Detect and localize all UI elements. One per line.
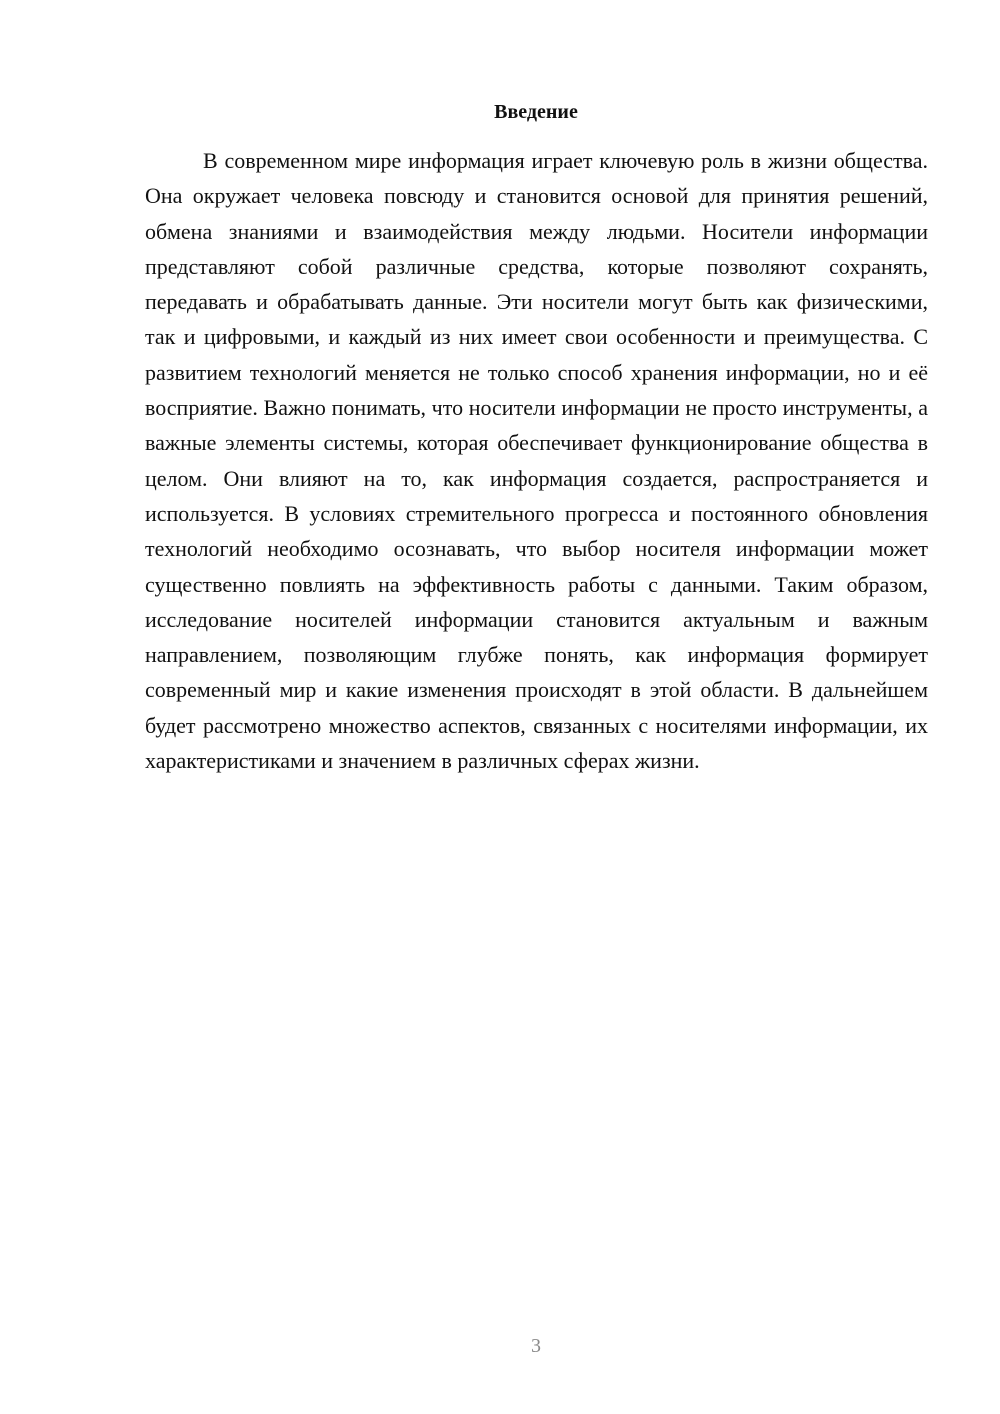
section-heading: Введение bbox=[494, 101, 578, 123]
page-number: 3 bbox=[531, 1335, 541, 1357]
body-paragraph: В современном мире информация играет ключевую роль в жизни общества. Она окружает человека повсюду и становится основой для принятия решений, обмена знаниями и взаимодействия между людьми. Носители информации представляют собой различные средства, которые позволяют сохранять, передавать и обрабатывать данные. Эти носители могут быть как физическими, так и цифровыми, и каждый из них имеет свои особенности и преимущества. С развитием технологий меняется не только способ хранения информации, но и её восприятие. Важно понимать, что носители информации не просто инструменты, а важные элементы системы, которая обеспечивает функционирование общества в целом. Они влияют на то, как информация создается, распространяется и используется. В условиях стремительного прогресса и постоянного обновления технологий необходимо осознавать, что выбор носителя информации может существенно повлиять на эффективность работы с данными. Таким образом, исследование носителей информации становится актуальным и важным направлением, позволяющим глубже понять, как информация формирует современный мир и какие изменения происходят в этой области. В дальнейшем будет рассмотрено множество аспектов, связанных с носителями информации, их характеристиками и значением в различных сферах жизни. bbox=[145, 148, 928, 774]
